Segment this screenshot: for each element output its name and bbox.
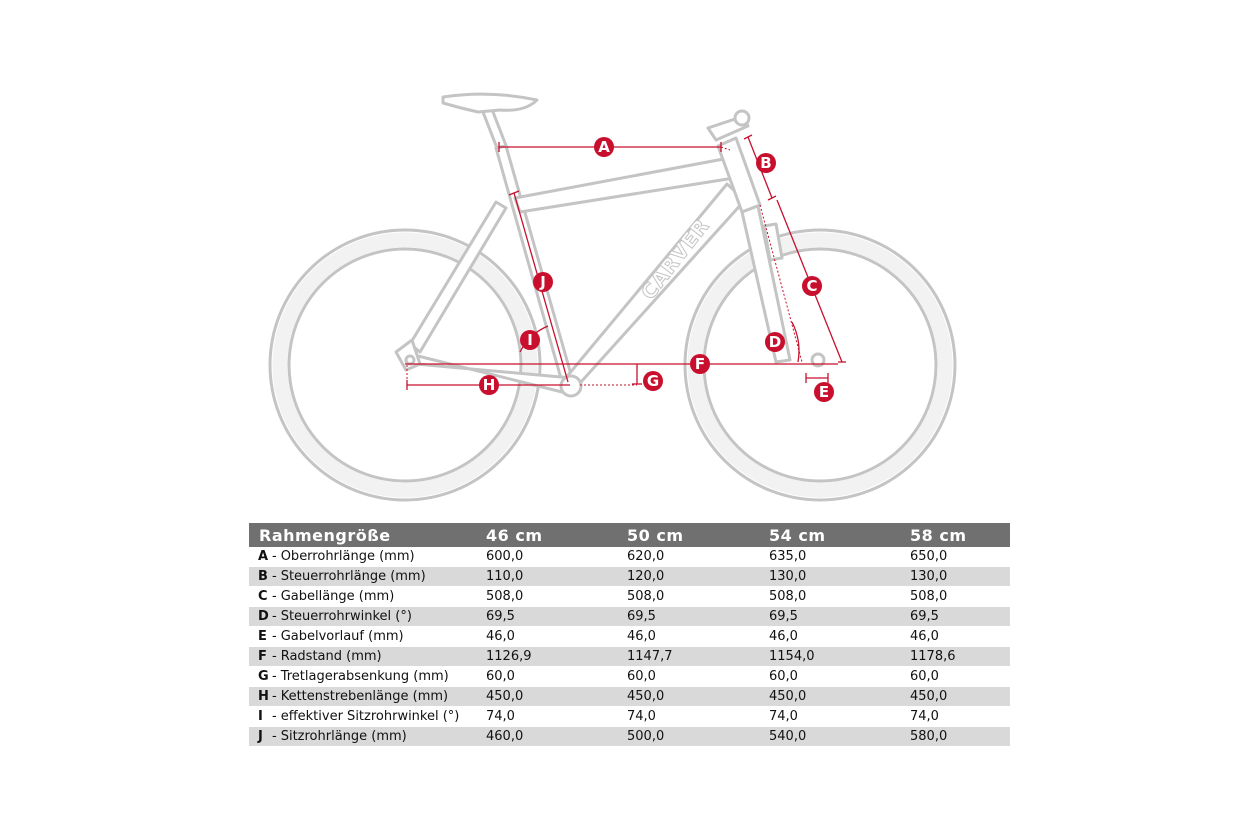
table-row [249,567,1010,587]
table-cell: 620,0 [627,547,769,567]
table-row [249,707,1010,727]
table-cell: 46,0 [486,627,627,647]
table-cell: 46,0 [910,627,1010,647]
table-cell: 130,0 [910,567,1010,587]
svg-text:D: D [768,333,782,351]
row-label-text: Steuerrohrwinkel (°) [280,609,412,624]
svg-text:B: B [760,154,772,172]
svg-text:A: A [598,138,610,156]
svg-text:I: I [527,331,533,349]
marker-a [594,137,614,157]
row-label-text: Sitzrohrlänge (mm) [280,729,407,744]
table-cell: 74,0 [627,707,769,727]
row-label-text: Gabellänge (mm) [280,589,395,604]
row-label-text: Gabelvorlauf (mm) [280,629,404,644]
svg-text:G: G [646,372,660,390]
size-header-54: 54 cm [769,523,910,547]
frame-size-header: Rahmengröße [249,523,486,547]
row-label-text: Steuerrohrlänge (mm) [280,569,426,584]
table-cell: 74,0 [910,707,1010,727]
table-cell: 450,0 [627,687,769,707]
row-separator: - [272,669,277,684]
brand-logo: CARVER [636,213,715,305]
row-label-text: Tretlagerabsenkung (mm) [280,669,449,684]
table-cell: 1154,0 [769,647,910,667]
table-cell: 69,5 [910,607,1010,627]
marker-j [533,272,553,292]
marker-c [802,276,822,296]
table-cell: 500,0 [627,727,769,747]
table-row [249,587,1010,607]
table-row [249,647,1010,667]
row-label [249,647,486,667]
table-row [249,667,1010,687]
row-label [249,627,486,647]
row-separator: - [272,569,277,584]
marker-i [520,330,540,350]
row-label [249,587,486,607]
row-separator: - [272,709,277,724]
table-cell: 120,0 [627,567,769,587]
table-cell: 46,0 [627,627,769,647]
svg-text:C: C [806,277,818,295]
row-label-text: effektiver Sitzrohrwinkel (°) [280,709,460,724]
table-cell: 1147,7 [627,647,769,667]
table-cell: 580,0 [910,727,1010,747]
svg-text:J: J [540,273,546,291]
table-cell: 508,0 [486,587,627,607]
table-cell: 450,0 [910,687,1010,707]
table-row [249,547,1010,567]
size-header-58: 58 cm [910,523,1010,547]
table-cell: 540,0 [769,727,910,747]
marker-h [479,375,499,395]
row-code: B [258,569,268,584]
row-label [249,607,486,627]
row-separator: - [272,649,277,664]
row-label [249,547,486,567]
row-code: G [258,669,269,684]
geometry-table [249,523,1010,747]
svg-text:F: F [694,355,706,373]
table-cell: 508,0 [910,587,1010,607]
row-separator: - [272,549,277,564]
row-code: F [258,649,267,664]
table-cell: 60,0 [627,667,769,687]
table-cell: 69,5 [486,607,627,627]
row-separator: - [272,609,277,624]
table-cell: 508,0 [769,587,910,607]
table-row [249,687,1010,707]
table-row [249,627,1010,647]
row-label [249,687,486,707]
row-code: J [258,729,263,744]
table-row [249,727,1010,747]
table-cell: 1178,6 [910,647,1010,667]
table-cell: 60,0 [486,667,627,687]
table-cell: 450,0 [486,687,627,707]
row-code: E [258,629,267,644]
table-cell: 60,0 [910,667,1010,687]
marker-b [756,153,776,173]
marker-d [765,332,785,352]
row-code: D [258,609,269,624]
table-cell: 110,0 [486,567,627,587]
table-cell: 650,0 [910,547,1010,567]
row-separator: - [272,729,277,744]
row-label-text: Oberrohrlänge (mm) [280,549,415,564]
table-cell: 74,0 [486,707,627,727]
row-code: I [258,709,263,724]
svg-text:E: E [818,383,830,401]
table-cell: 130,0 [769,567,910,587]
table-cell: 635,0 [769,547,910,567]
row-label-text: Radstand (mm) [280,649,382,664]
row-label [249,567,486,587]
marker-f [690,354,710,374]
row-separator: - [272,629,277,644]
svg-text:H: H [482,376,496,394]
table-cell: 60,0 [769,667,910,687]
table-cell: 46,0 [769,627,910,647]
table-cell: 69,5 [769,607,910,627]
row-code: H [258,689,269,704]
size-header-50: 50 cm [627,523,769,547]
marker-g [643,371,663,391]
table-cell: 460,0 [486,727,627,747]
row-separator: - [272,589,277,604]
table-cell: 508,0 [627,587,769,607]
table-cell: 600,0 [486,547,627,567]
row-separator: - [272,689,277,704]
row-label [249,707,486,727]
table-cell: 1126,9 [486,647,627,667]
row-label-text: Kettenstrebenlänge (mm) [280,689,449,704]
row-label [249,667,486,687]
size-header-46: 46 cm [486,523,627,547]
row-code: A [258,549,269,564]
marker-e [814,382,834,402]
row-code: C [258,589,268,604]
row-label [249,727,486,747]
table-cell: 450,0 [769,687,910,707]
table-header-row [249,523,1010,547]
table-cell: 74,0 [769,707,910,727]
table-cell: 69,5 [627,607,769,627]
table-row [249,607,1010,627]
